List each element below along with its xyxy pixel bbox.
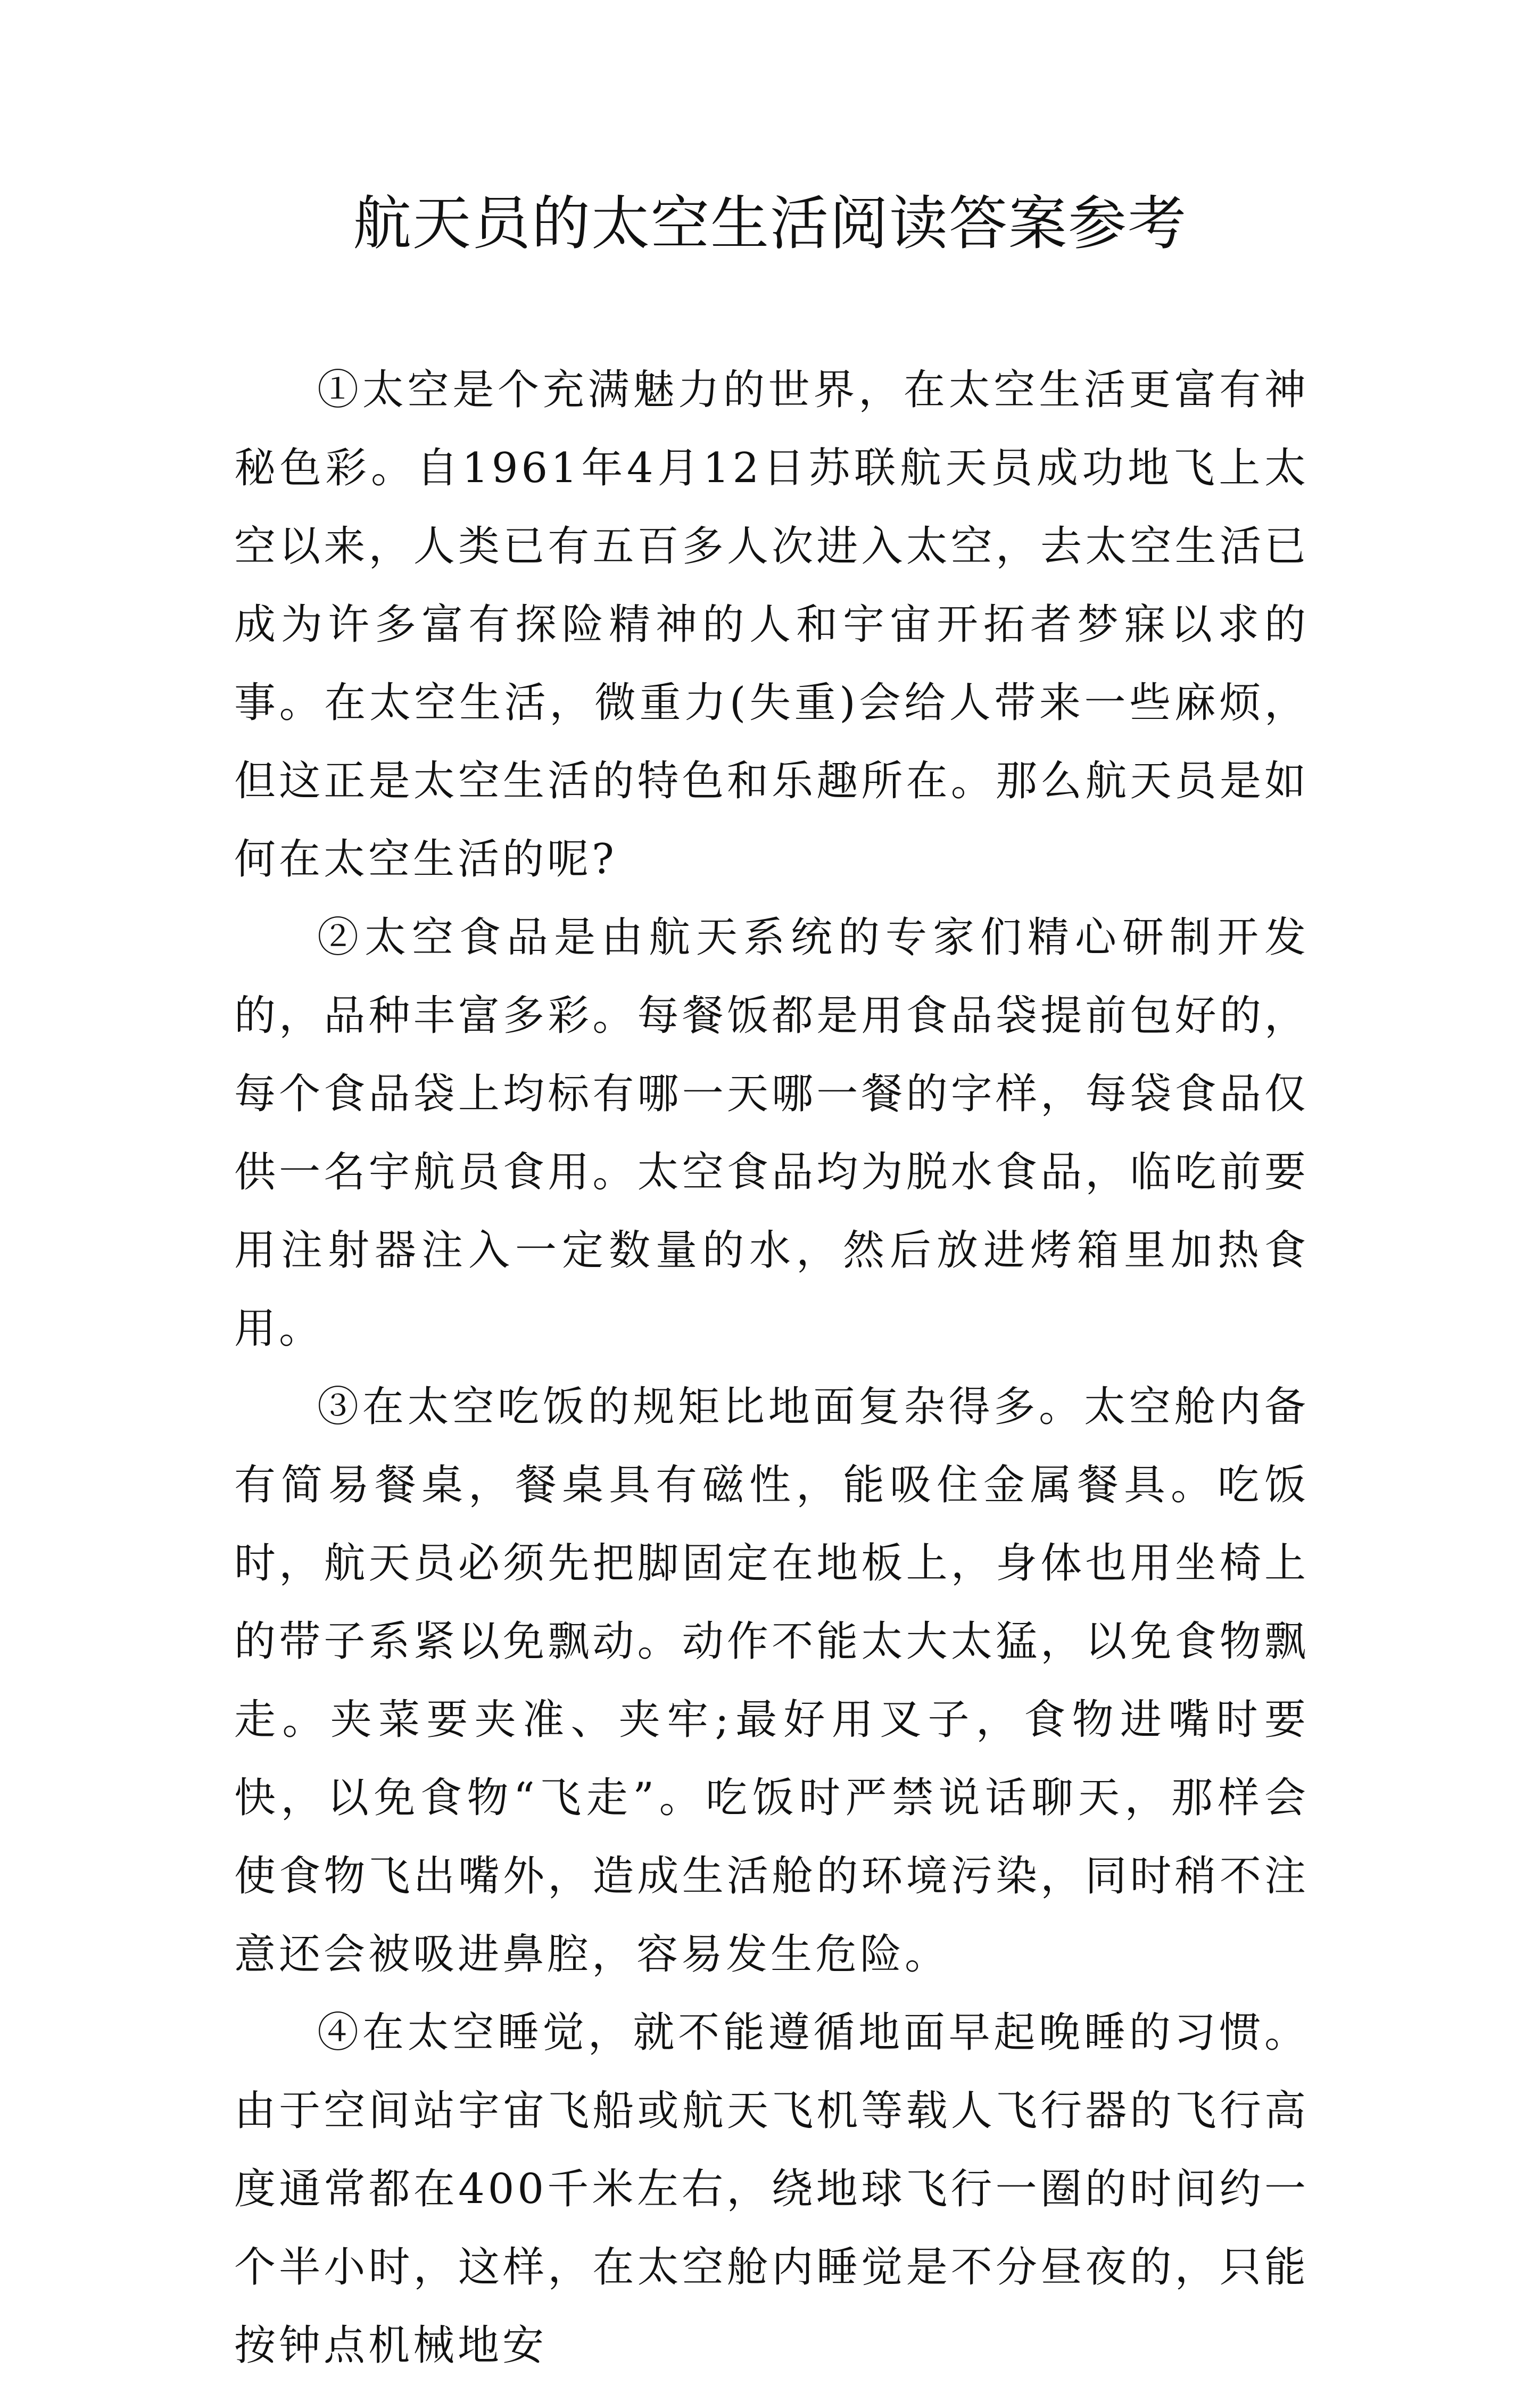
document-body [234,351,1309,2385]
paragraph-3: ③在太空吃饭的规矩比地面复杂得多。太空舱内备有简易餐桌，餐桌具有磁性，能吸住金属餐具。吃饭时，航天员必须先把脚固定在地板上，身体也用坐椅上的带子系紧以免飘动。动作不能太大太猛，以免食物飘走。夹菜要夹准、夹牢;最好用叉子，食物进嘴时要快，以免食物“飞走”。吃饭时严禁说话聊天，那样会使食物飞出嘴外，造成生活舱的环境污染，同时稍不注意还会被吸进鼻腔，容易发生危险。 [234,1383,1309,1978]
paragraph-1: ①太空是个充满魅力的世界，在太空生活更富有神秘色彩。自1961年4月12日苏联航天员成功地飞上太空以来，人类已有五百多人次进入太空，去太空生活已成为许多富有探险精神的人和宇宙开拓者梦寐以求的事。在太空生活，微重力(失重)会给人带来一些麻烦，但这正是太空生活的特色和乐趣所在。那么航天员是如何在太空生活的呢? [234,366,1309,883]
paragraph-4: ④在太空睡觉，就不能遵循地面早起晚睡的习惯。由于空间站宇宙飞船或航天飞机等载人飞行器的飞行高度通常都在400千米左右，绕地球飞行一圈的时间约一个半小时，这样，在太空舱内睡觉是不分昼夜的，只能按钟点机械地安 [234,2009,1309,2370]
document-title: 航天员的太空生活阅读答案参考 [353,189,1187,258]
paragraph-2: ②太空食品是由航天系统的专家们精心研制开发的，品种丰富多彩。每餐饭都是用食品袋提前包好的，每个食品袋上均标有哪一天哪一餐的字样，每袋食品仅供一名宇航员食用。太空食品均为脱水食品，临吃前要用注射器注入一定数量的水，然后放进烤箱里加热食用。 [234,914,1309,1353]
